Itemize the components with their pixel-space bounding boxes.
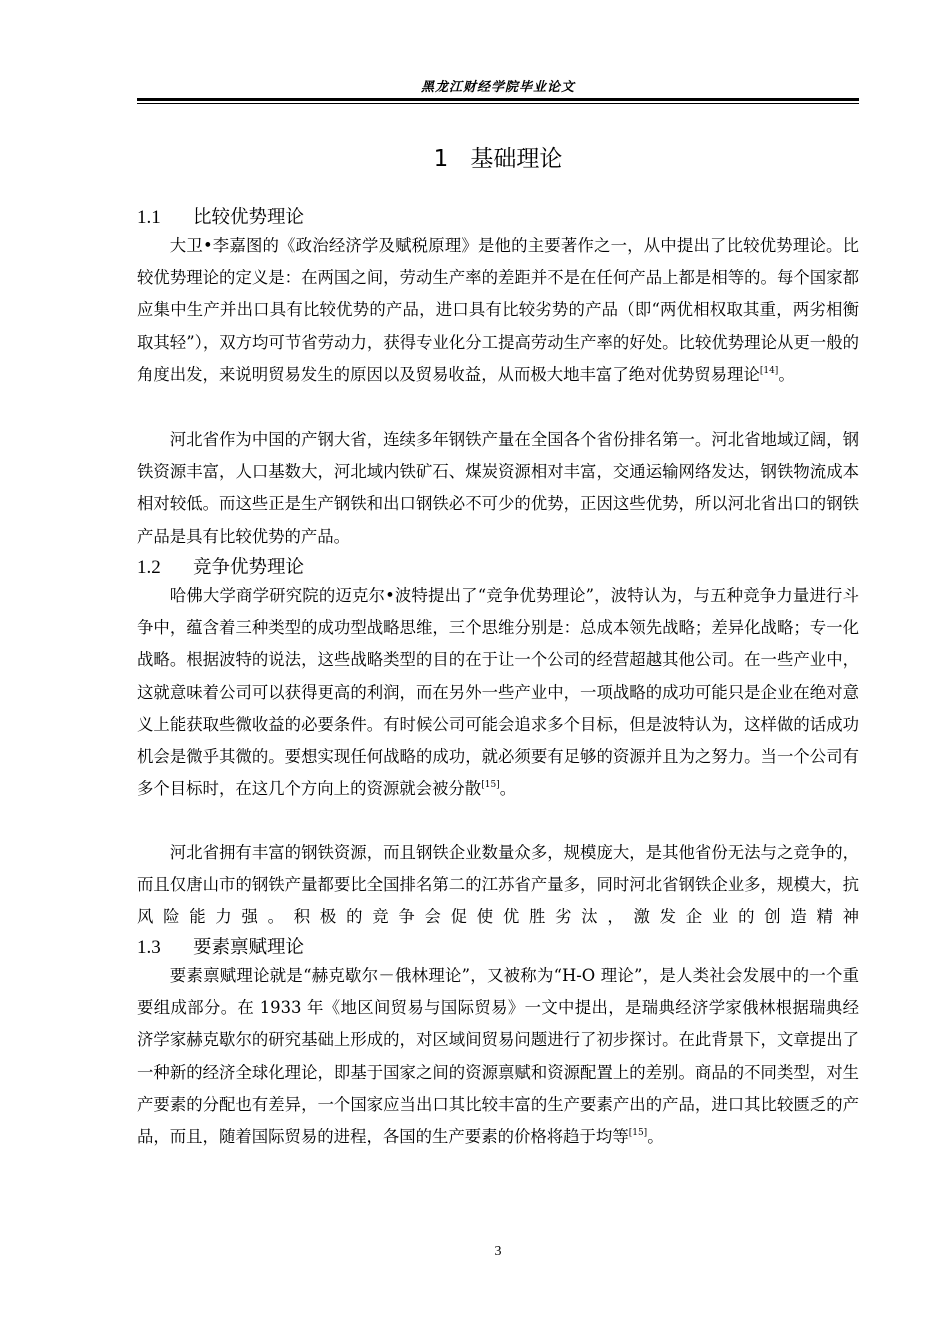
section-title: 比较优势理论 [193, 207, 305, 228]
paragraph-end: 。 [499, 779, 517, 799]
page-number: 3 [494, 1244, 502, 1259]
header-rule-thin [137, 103, 859, 104]
header-rule [137, 98, 859, 101]
paragraph [137, 424, 859, 553]
section-title: 竞争优势理论 [193, 557, 305, 578]
citation-ref: [14] [759, 365, 779, 376]
paragraph-text: 河北省拥有丰富的钢铁资源，而且钢铁企业数量众多，规模庞大，是其他省份无法与之竞争的，而且仅唐山市的钢铁产量都要比全国排名第二的江苏省产量多，同时河北省钢铁企业多，规模大，抗风险能力强。积极的竞争会促使优胜劣汰，激发企业的创造精神 [137, 843, 859, 927]
paragraph-text: 河北省作为中国的产钢大省，连续多年钢铁产量在全国各个省份排名第一。河北省地域辽阔，钢铁资源丰富，人口基数大，河北域内铁矿石、煤炭资源相对丰富，交通运输网络发达，钢铁物流成本相对较低。而这些正是生产钢铁和出口钢铁必不可少的优势，正因这些优势，所以河北省出口的钢铁产品是具有比较优势的产品。 [137, 430, 859, 546]
paragraph-text: 哈佛大学商学研究院的迈克尔•波特提出了“竞争优势理论”，波特认为，与五种竞争力量进行斗争中，蕴含着三种类型的成功型战略思维，三个思维分别是：总成本领先战略；差异化战略；专一化战略。根据波特的说法，这些战略类型的目的在于让一个公司的经营超越其他公司。在一些产业中，这就意味着公司可以获得更高的利润，而在另外一些产业中，一项战略的成功可能只是企业在绝对意义上能获取些微收益的必要条件。有时候公司可能会追求多个目标，但是波特认为，这样做的话成功机会是微乎其微的。要想实现任何战略的成功，就必须要有足够的资源并且为之努力。当一个公司有多个目标时，在这几个方向上的资源就会被分散 [137, 586, 859, 799]
running-header: 黑龙江财经学院毕业论文 [420, 80, 575, 95]
section-heading-1-2 [137, 553, 304, 579]
section-heading-1-3 [137, 933, 304, 959]
paragraph [137, 230, 859, 391]
citation-ref: [15] [481, 780, 500, 791]
chapter-title-text: 基础理论 [470, 146, 563, 172]
paragraph [137, 580, 859, 805]
paragraph-end: 。 [647, 1127, 664, 1147]
chapter-title [137, 140, 859, 173]
paragraph [137, 837, 859, 934]
section-number: 1.2 [137, 557, 161, 578]
paragraph-text: 要素禀赋理论就是“赫克歇尔－俄林理论”，又被称为“H-O 理论”，是人类社会发展中的一个重要组成部分。在 1933 年《地区间贸易与国际贸易》一文中提出，是瑞典经济学家俄林根据瑞典经济学家赫克歇尔的研究基础上形成的，对区域间贸易问题进行了初步探讨。在此背景下，文章提出了一种新的经济全球化理论，即基于国家之间的资源禀赋和资源配置上的差别。商品的不同类型，对生产要素的分配也有差异，一个国家应当出口其比较丰富的生产要素产出的产品，进口其比较匮乏的产品，而且，随着国际贸易的进程，各国的生产要素的价格将趋于均等 [137, 966, 859, 1147]
section-number: 1.3 [137, 937, 161, 958]
citation-ref: [15] [628, 1128, 648, 1139]
chapter-number: 1 [433, 146, 449, 172]
paragraph-text: 大卫•李嘉图的《政治经济学及赋税原理》是他的主要著作之一，从中提出了比较优势理论。比较优势理论的定义是：在两国之间，劳动生产率的差距并不是在任何产品上都是相等的。每个国家都应集中生产并出口具有比较优势的产品，进口具有比较劣势的产品（即“两优相权取其重，两劣相衡取其轻”），双方均可节省劳动力，获得专业化分工提高劳动生产率的好处。比较优势理论从更一般的角度出发，来说明贸易发生的原因以及贸易收益，从而极大地丰富了绝对优势贸易理论 [137, 236, 859, 384]
section-number: 1.1 [137, 207, 161, 228]
paragraph-end: 。 [778, 364, 795, 384]
section-heading-1-1 [137, 203, 304, 229]
paragraph [137, 960, 859, 1153]
section-title: 要素禀赋理论 [193, 937, 305, 958]
